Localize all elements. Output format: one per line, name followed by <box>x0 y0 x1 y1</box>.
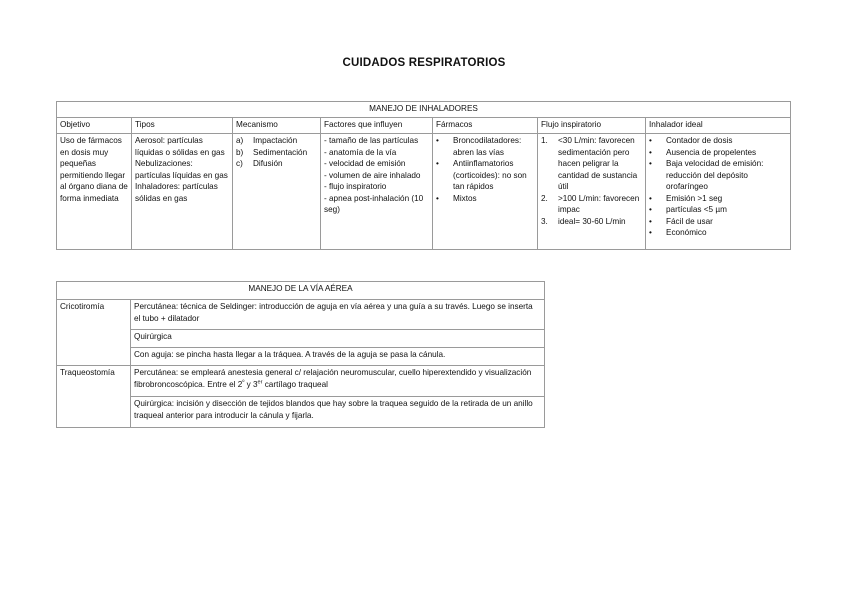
ideal-text: Económico <box>666 228 707 237</box>
factor-item: - velocidad de emisión <box>324 159 406 168</box>
traqueostomia-label: Traqueostomía <box>57 366 131 428</box>
objetivo-text: Uso de fármacos en dosis muy pequeñas permitiendo llegar al órgano diana de forma inmediata <box>60 136 128 203</box>
factor-item: - apnea post-inhalación (10 seg) <box>324 193 424 214</box>
farmaco-text: Mixtos <box>453 193 477 203</box>
col-header-farmacos: Fármacos <box>433 118 538 134</box>
ideal-text: Ausencia de propelentes <box>666 147 757 157</box>
mecanismo-item <box>236 147 317 159</box>
ideal-text: Contador de dosis <box>666 136 733 145</box>
cell-tipos <box>132 134 233 250</box>
farmaco-text: Antiinflamatorios (corticoides): no son tan rápidos <box>453 159 527 191</box>
bullet-icon: • <box>649 205 652 214</box>
mecanismo-text: Sedimentación <box>253 147 308 157</box>
ordinal-sup: º <box>242 378 245 385</box>
ideal-item <box>649 135 787 147</box>
bullet-icon: • <box>436 193 439 203</box>
cell-flujo <box>538 134 646 250</box>
col-header-tipos: Tipos <box>132 118 233 134</box>
via-aerea-heading: MANEJO DE LA VÍA AÉREA <box>57 282 545 300</box>
factor-item: - anatomía de la vía <box>324 147 397 157</box>
flujo-text: ideal= 30-60 L/min <box>558 216 626 226</box>
col-header-ideal: Inhalador ideal <box>646 118 791 134</box>
mecanismo-text: Impactación <box>253 136 298 145</box>
factor-item: - flujo inspiratorio <box>324 182 387 191</box>
cell-factores <box>321 134 433 250</box>
farmaco-item <box>436 135 534 158</box>
ideal-item <box>649 216 787 228</box>
list-marker: 3. <box>541 216 548 226</box>
inhaladores-table <box>56 101 791 250</box>
col-header-flujo: Flujo inspiratorio <box>538 118 646 134</box>
bullet-icon: • <box>436 159 439 168</box>
ideal-text: Emisión >1 seg <box>666 193 723 203</box>
ideal-item <box>649 204 787 216</box>
mecanismo-text: Difusión <box>253 159 283 168</box>
traq-quirurgica: Quirúrgica: incisión y disección de tejidos blandos que hay sobre la traquea seguido de la retirada de un anillo traqueal anterior para introducir la cánula y fijarla. <box>131 397 545 428</box>
crico-con-aguja: Con aguja: se pincha hasta llegar a la tráquea. A través de la aguja se pasa la cánula. <box>131 348 545 366</box>
list-marker: b) <box>236 147 244 157</box>
list-marker: 2. <box>541 193 548 203</box>
cell-farmacos <box>433 134 538 250</box>
document-title: CUIDADOS RESPIRATORIOS <box>342 57 506 69</box>
cricotiromia-label: Cricotiromía <box>57 300 131 366</box>
via-aerea-table <box>56 281 545 428</box>
traq-percutanea-text: Percutánea: se empleará anestesia general c/ relajación neuromuscular, cuello hiperextendido y visualización fibrobroncoscópica. Entre el 2 <box>134 368 532 389</box>
bullet-icon: • <box>649 193 652 203</box>
bullet-icon: • <box>649 147 652 157</box>
ideal-item <box>649 193 787 205</box>
mecanismo-item <box>236 135 317 147</box>
col-header-objetivo: Objetivo <box>57 118 132 134</box>
ideal-text: Baja velocidad de emisión: reducción del depósito orofaríngeo <box>666 159 764 191</box>
flujo-item <box>541 193 642 216</box>
ideal-text: Fácil de usar <box>666 216 713 226</box>
bullet-icon: • <box>649 136 652 145</box>
flujo-text: <30 L/min: favorecen sedimentación pero hacen peligrar la cantidad de sustancia útil <box>558 136 638 191</box>
ideal-item <box>649 227 787 239</box>
ideal-item <box>649 147 787 159</box>
crico-quirurgica: Quirúrgica <box>131 330 545 348</box>
cell-mecanismo <box>233 134 321 250</box>
list-marker: c) <box>236 159 243 168</box>
flujo-item <box>541 216 642 228</box>
inhaladores-heading: MANEJO DE INHALADORES <box>57 102 791 118</box>
tipo-item: Inhaladores: partículas sólidas en gas <box>135 182 218 203</box>
flujo-item <box>541 135 642 193</box>
ideal-text: partículas <5 µm <box>666 205 727 214</box>
farmaco-item <box>436 193 534 205</box>
bullet-icon: • <box>649 159 652 168</box>
col-header-mecanismo: Mecanismo <box>233 118 321 134</box>
ordinal-sup: er <box>257 378 263 385</box>
list-marker: 1. <box>541 136 548 145</box>
farmaco-text: Broncodilatadores: abren las vías <box>453 136 522 157</box>
list-marker: a) <box>236 136 244 145</box>
bullet-icon: • <box>436 136 439 145</box>
cell-ideal <box>646 134 791 250</box>
traq-percutanea-text: y 3 <box>244 379 258 389</box>
farmaco-item <box>436 158 534 193</box>
bullet-icon: • <box>649 228 652 237</box>
factor-item: - volumen de aire inhalado <box>324 170 421 180</box>
traq-percutanea-text: cartílago traqueal <box>262 379 328 389</box>
cell-objetivo <box>57 134 132 250</box>
ideal-item <box>649 158 787 193</box>
tipo-item: Aerosol: partículas líquidas o sólidas en gas <box>135 136 225 157</box>
traq-percutanea <box>131 366 545 397</box>
mecanismo-item <box>236 158 317 170</box>
flujo-text: >100 L/min: favorecen impac <box>558 193 640 214</box>
bullet-icon: • <box>649 216 652 226</box>
crico-percutanea: Percutánea: técnica de Seldinger: introducción de aguja en vía aérea y una guía a su través. Luego se inserta el tubo + dilatador <box>131 300 545 330</box>
col-header-factores: Factores que influyen <box>321 118 433 134</box>
tipo-item: Nebulizaciones: partículas líquidas en gas <box>135 159 228 180</box>
factor-item: - tamaño de las partículas <box>324 136 419 145</box>
